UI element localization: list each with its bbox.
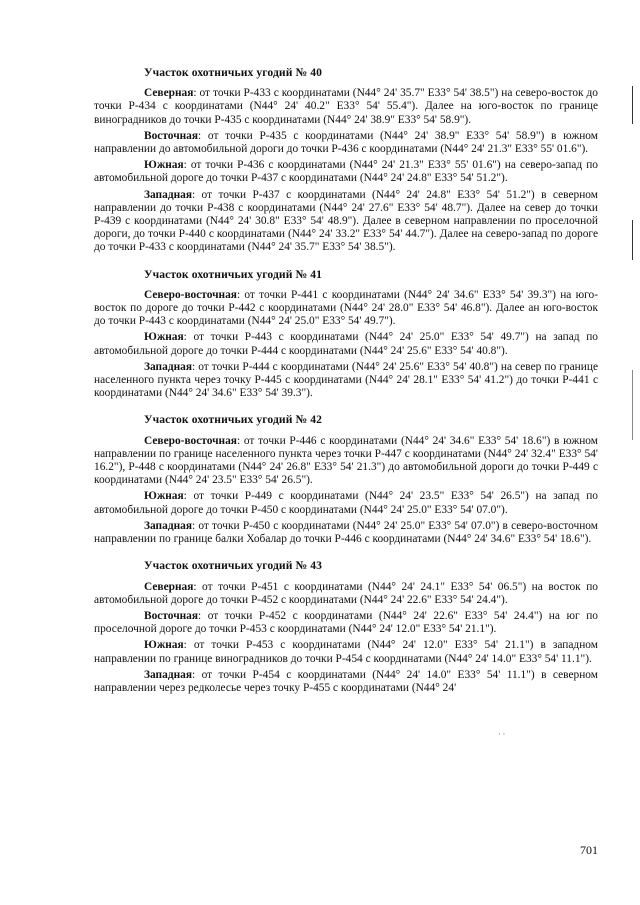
boundary-paragraph	[94, 490, 598, 516]
boundary-text: : от точки Р-452 с координатами (N44° 24' 22.6" E33° 54' 24.4") на юг по проселочной дороге до точки Р-453 с координатами (N44° 24' 12.0" E33° 54' 21.1").	[94, 609, 598, 636]
section-title: Участок охотничьих угодий № 41	[144, 267, 323, 281]
boundary-text: : от точки Р-441 с координатами (N44° 24' 34.6" E33° 54' 39.3") на юго-восток по дороге до точки Р-442 с координатами (N44° 24' 28.0" E33° 54' 46.8"). Далее ан юго-восток до точки Р-443 с координатами (N44° 24' 25.0" E33° 54' 49.7").	[94, 288, 598, 328]
section-title: Участок охотничьих угодий № 42	[144, 413, 323, 427]
boundary-label: Южная	[144, 159, 184, 172]
boundary-paragraph	[94, 610, 598, 636]
page-number: 701	[580, 843, 598, 857]
boundary-label: Восточная	[144, 609, 199, 622]
hunting-area-section	[94, 66, 598, 255]
boundary-label: Восточная	[144, 129, 199, 142]
scan-speck: · ·	[498, 730, 506, 739]
boundary-paragraph	[94, 189, 598, 255]
boundary-label: Северная	[144, 580, 194, 593]
boundary-text: : от точки Р-446 с координатами (N44° 24' 34.6" E33° 54' 18.6") в южном направлении по границе населенного пункта через точки Р-447 с координатами (N44° 24' 32.4" E33° 54' 16.2"), Р-448 с координатами (N44° 24' 26.8" E33° 54' 21.3") до автомобильной дороги до точки Р-449 с координатами (N44° 24' 23.5" E33° 54' 26.5").	[94, 434, 598, 487]
boundary-text: : от точки Р-436 с координатами (N44° 24' 21.3" E33° 55' 01.6") на северо-запад по автомобильной дороге до точки Р-437 с координатами (N44° 24' 24.8" E33° 54' 51.2").	[94, 159, 598, 185]
boundary-label: Северная	[144, 87, 194, 100]
boundary-paragraph	[94, 130, 598, 156]
boundary-text: : от точки Р-453 с координатами (N44° 24' 12.0" E33° 54' 21.1") в западном направлении по границе виноградников до точки Р-454 с координатами (N44° 24' 14.0" E33° 54' 11.1").	[94, 639, 598, 665]
boundary-paragraph	[94, 435, 598, 488]
boundary-paragraph	[94, 520, 598, 546]
hunting-area-section	[94, 413, 598, 546]
boundary-label: Южная	[144, 490, 184, 503]
boundary-paragraph	[94, 87, 598, 127]
hunting-area-section	[94, 268, 598, 401]
boundary-label: Северо-восточная	[144, 288, 237, 301]
boundary-text: : от точки Р-435 с координатами (N44° 24' 38.9" E33° 54' 58.9") в южном направлении до автомобильной дороги до точки Р-436 с координатами (N44° 24' 21.3" E33° 55' 01.6").	[94, 129, 598, 156]
boundary-text: : от точки Р-443 с координатами (N44° 24' 25.0" E33° 54' 49.7") на запад по автомобильной дороге до точки Р-444 с координатами (N44° 24' 25.6" E33° 54' 40.8").	[94, 331, 598, 357]
boundary-paragraph	[94, 331, 598, 357]
boundary-text: : от точки Р-450 с координатами (N44° 24' 25.0" E33° 54' 07.0") в северо-восточном направлении по границе балки Хобалар до точки Р-446 с координатами (N44° 24' 34.6" E33° 54' 18.6").	[94, 519, 598, 546]
boundary-label: Южная	[144, 331, 184, 344]
boundary-label: Северо-восточная	[144, 434, 237, 447]
boundary-paragraph	[94, 361, 598, 401]
boundary-label: Южная	[144, 639, 184, 652]
boundary-label: Западная	[144, 519, 192, 532]
scan-edge-mark-top	[632, 86, 633, 124]
hunting-area-section	[94, 559, 598, 695]
document-body	[94, 66, 598, 708]
boundary-paragraph	[94, 669, 598, 695]
boundary-label: Западная	[144, 360, 192, 373]
boundary-text: : от точки Р-449 с координатами (N44° 24' 23.5" E33° 54' 26.5") на запад по автомобильной дороге до точки Р-450 с координатами (N44° 24' 25.0" E33° 54' 07.0").	[94, 490, 598, 516]
boundary-text: : от точки Р-444 с координатами (N44° 24' 25.6" E33° 54' 40.8") на север по границе населенного пункта через точку Р-445 с координатами (N44° 24' 28.1" E33° 54' 41.2") до точки Р-441 с координатами (N44° 24' 34.6" E33° 54' 39.3").	[94, 360, 598, 400]
boundary-paragraph	[94, 159, 598, 185]
section-title: Участок охотничьих угодий № 40	[144, 66, 323, 79]
scan-edge-mark-lower	[632, 370, 633, 440]
boundary-text: : от точки Р-437 с координатами (N44° 24' 24.8" E33° 54' 51.2") в северном направлении до точки Р-438 с координатами (N44° 24' 27.6" E33° 54' 48.7"). Далее на север до точки Р-439 с координатами (N44° 24' 30.8" E33° 54' 48.9"). Далее в северном направлении по проселочной дороги, до точки Р-440 с координатами (N44° 24' 33.2" E33° 54' 44.7"). Далее на северо-запад по дороге до точки Р-433 с координатами (N44° 24' 35.7" E33° 54' 38.5").	[94, 188, 598, 254]
scan-edge-mark-middle	[632, 220, 633, 260]
boundary-paragraph	[94, 639, 598, 665]
boundary-paragraph	[94, 289, 598, 329]
boundary-text: : от точки Р-454 с координатами (N44° 24' 14.0" E33° 54' 11.1") в северном направлении через редколесье через точку Р-455 с координатами (N44° 24'	[94, 668, 598, 694]
boundary-label: Западная	[144, 668, 192, 681]
boundary-text: : от точки Р-451 с координатами (N44° 24' 24.1" E33° 54' 06.5") на восток по автомобильной дороге до точки Р-452 с координатами (N44° 24' 22.6" E33° 54' 24.4").	[94, 580, 598, 606]
boundary-text: : от точки Р-433 с координатами (N44° 24' 35.7" E33° 54' 38.5") на северо-восток до точки Р-434 с координатами (N44° 24' 40.2" E33° 54' 55.4"). Далее на юго-восток по границе виноградников до точки Р-435 с координатами (N44° 24' 38.9" E33° 54' 58.9").	[94, 87, 598, 126]
section-title: Участок охотничьих угодий № 43	[144, 559, 323, 573]
boundary-label: Западная	[144, 188, 192, 201]
boundary-paragraph	[94, 581, 598, 607]
